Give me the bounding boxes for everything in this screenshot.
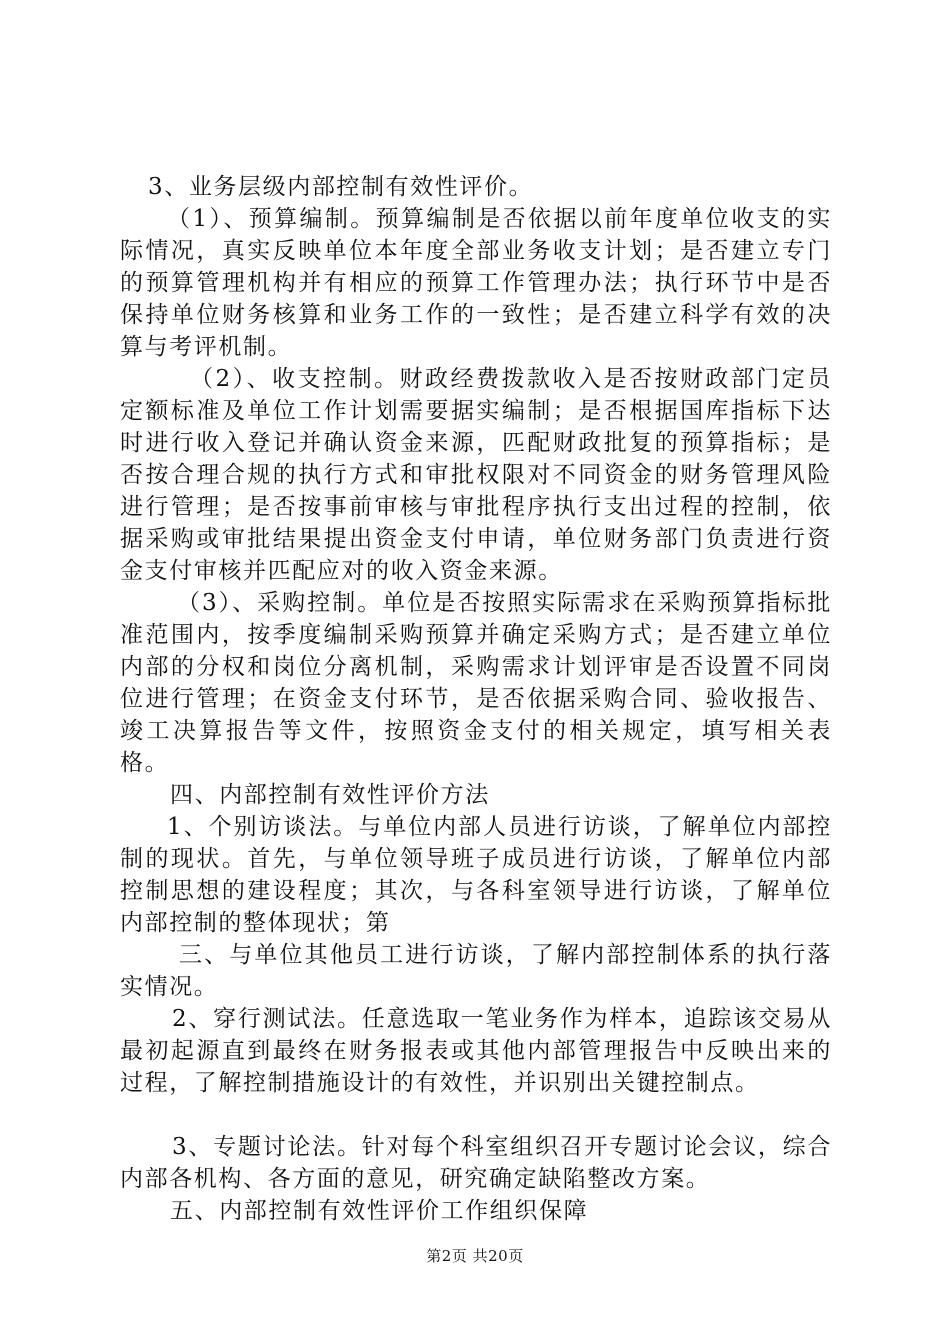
page-number-label: 第2页 共20页 (426, 1247, 524, 1265)
paragraph-revenue-expenditure-control: （2）、收支控制。财政经费拨款收入是否按财政部门定员定额标准及单位工作计划需要据实编制；是否根据国库指标下达时进行收入登记并确认资金来源，匹配财政批复的预算指标；是否按合理合规的执行方式和审批权限对不同资金的财务管理风险进行管理；是否按事前审核与审批程序执行支出过程的控制，依据采购或审批结果提出资金支付申请，单位财务部门负责进行资金支付审核并匹配应对的收入资金来源。 (120, 366, 832, 584)
page-footer (0, 1246, 950, 1266)
paragraph-walkthrough-test: 2、穿行测试法。任意选取一笔业务作为样本，追踪该交易从最初起源直到最终在财务报表或其他内部管理报告中反映出来的过程，了解控制措施设计的有效性，并识别出关键控制点。 (120, 1006, 832, 1096)
section-heading-evaluation-methods: 四、内部控制有效性评价方法 (170, 782, 490, 808)
paragraph-topic-discussion: 3、专题讨论法。针对每个科室组织召开专题讨论会议，综合内部各机构、各方面的意见，研究确定缺陷整改方案。 (120, 1134, 832, 1192)
paragraph-procurement-control: （3）、采购控制。单位是否按照实际需求在采购预算指标批准范围内，按季度编制采购预算并确定采购方式；是否建立单位内部的分权和岗位分离机制，采购需求计划评审是否设置不同岗位进行管理；在资金支付环节，是否依据采购合同、验收报告、竣工决算报告等文件，按照资金支付的相关规定，填写相关表格。 (120, 590, 832, 776)
section-heading-business-level: 3、业务层级内部控制有效性评价。 (148, 174, 534, 200)
paragraph-interview-staff: 三、与单位其他员工进行访谈，了解内部控制体系的执行落实情况。 (120, 942, 832, 1000)
document-body (120, 171, 832, 1227)
section-heading-organizational-support: 五、内部控制有效性评价工作组织保障 (170, 1198, 589, 1224)
paragraph-budget-compilation: （1）、预算编制。预算编制是否依据以前年度单位收支的实际情况，真实反映单位本年度全部业务收支计划；是否建立专门的预算管理机构并有相应的预算工作管理办法；执行环节中是否保持单位财务核算和业务工作的一致性；是否建立科学有效的决算与考评机制。 (120, 206, 832, 360)
paragraph-interview-method: 1、个别访谈法。与单位内部人员进行访谈，了解单位内部控制的现状。首先，与单位领导班子成员进行访谈，了解单位内部控制思想的建设程度；其次，与各科室领导进行访谈，了解单位内部控制的整体现状；第 (120, 814, 832, 936)
